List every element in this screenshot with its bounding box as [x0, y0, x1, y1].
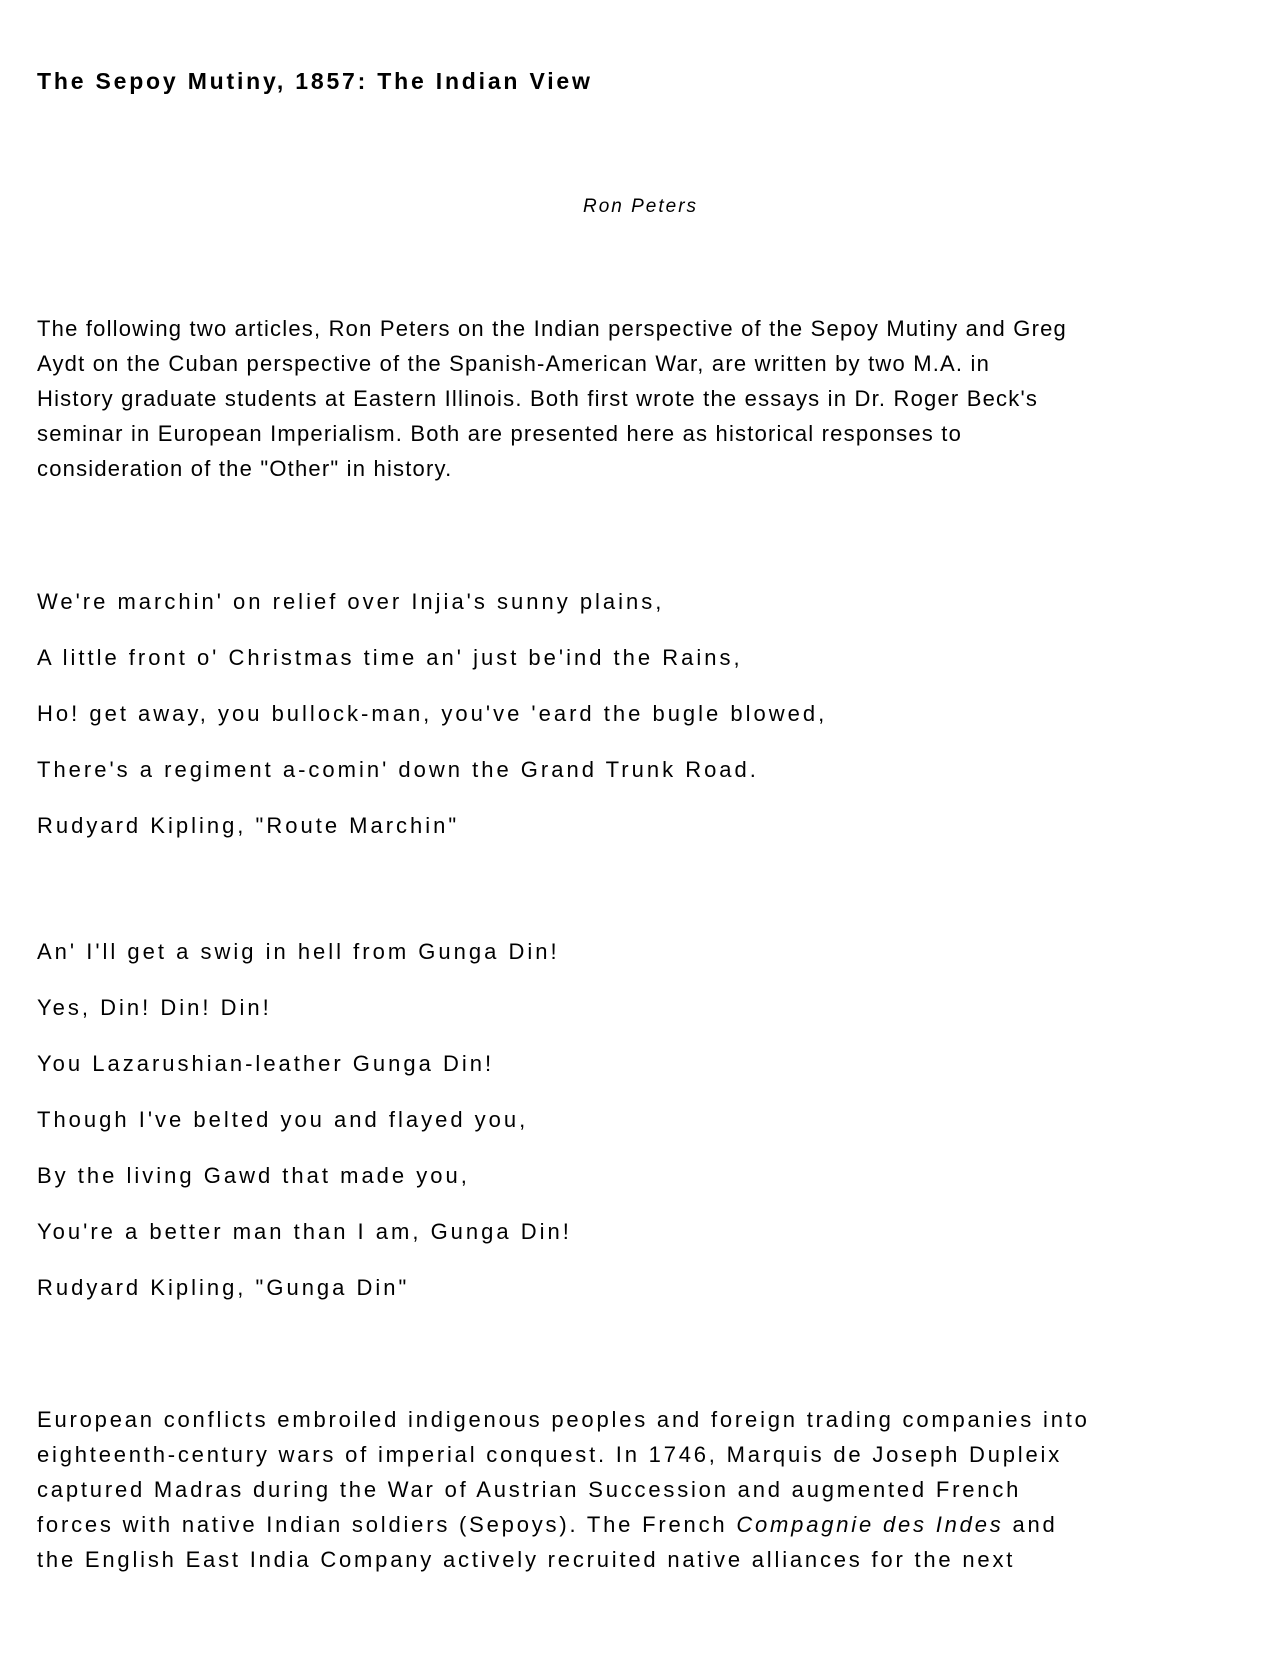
- body-line: eighteenth-century wars of imperial conquest. In 1746, Marquis de Joseph Dupleix: [37, 1442, 1063, 1467]
- body-line: [37, 1507, 1240, 1542]
- body-line-segment: forces with native Indian soldiers (Sepoys). The French: [37, 1512, 737, 1537]
- intro-paragraph: [37, 311, 1240, 486]
- poem-attribution: Rudyard Kipling, "Gunga Din": [37, 1275, 410, 1300]
- poem-line: A little front o' Christmas time an' just be'ind the Rains,: [37, 645, 743, 670]
- body-paragraph: [37, 1402, 1240, 1577]
- poem-line: Though I've belted you and flayed you,: [37, 1107, 529, 1132]
- author-byline: Ron Peters: [583, 196, 699, 217]
- poem-line: There's a regiment a-comin' down the Grand Trunk Road.: [37, 757, 759, 782]
- body-line: European conflicts embroiled indigenous peoples and foreign trading companies into: [37, 1407, 1090, 1432]
- intro-line: The following two articles, Ron Peters on the Indian perspective of the Sepoy Mutiny and Greg: [37, 316, 1067, 341]
- poem-gunga-din: [37, 924, 1240, 1316]
- poem-route-marchin: [37, 574, 1240, 854]
- poem-line: By the living Gawd that made you,: [37, 1163, 470, 1188]
- poem-line: An' I'll get a swig in hell from Gunga Din!: [37, 939, 560, 964]
- poem-attribution: Rudyard Kipling, "Route Marchin": [37, 813, 460, 838]
- body-line: the English East India Company actively recruited native alliances for the next: [37, 1547, 1016, 1572]
- intro-line: consideration of the "Other" in history.: [37, 456, 453, 481]
- poem-line: Yes, Din! Din! Din!: [37, 995, 272, 1020]
- intro-line: Aydt on the Cuban perspective of the Spanish-American War, are written by two M.A. in: [37, 351, 991, 376]
- intro-line: seminar in European Imperialism. Both are presented here as historical responses to: [37, 421, 963, 446]
- body-line-segment: and: [1003, 1512, 1058, 1537]
- body-line: captured Madras during the War of Austrian Succession and augmented French: [37, 1477, 1022, 1502]
- poem-line: You're a better man than I am, Gunga Din!: [37, 1219, 572, 1244]
- body-line-italic-segment: Compagnie des Indes: [736, 1512, 1004, 1537]
- poem-line: You Lazarushian-leather Gunga Din!: [37, 1051, 495, 1076]
- article-title: The Sepoy Mutiny, 1857: The Indian View: [37, 68, 593, 94]
- intro-line: History graduate students at Eastern Illinois. Both first wrote the essays in Dr. Roger Beck's: [37, 386, 1039, 411]
- poem-line: Ho! get away, you bullock-man, you've 'eard the bugle blowed,: [37, 701, 828, 726]
- poem-line: We're marchin' on relief over Injia's sunny plains,: [37, 589, 665, 614]
